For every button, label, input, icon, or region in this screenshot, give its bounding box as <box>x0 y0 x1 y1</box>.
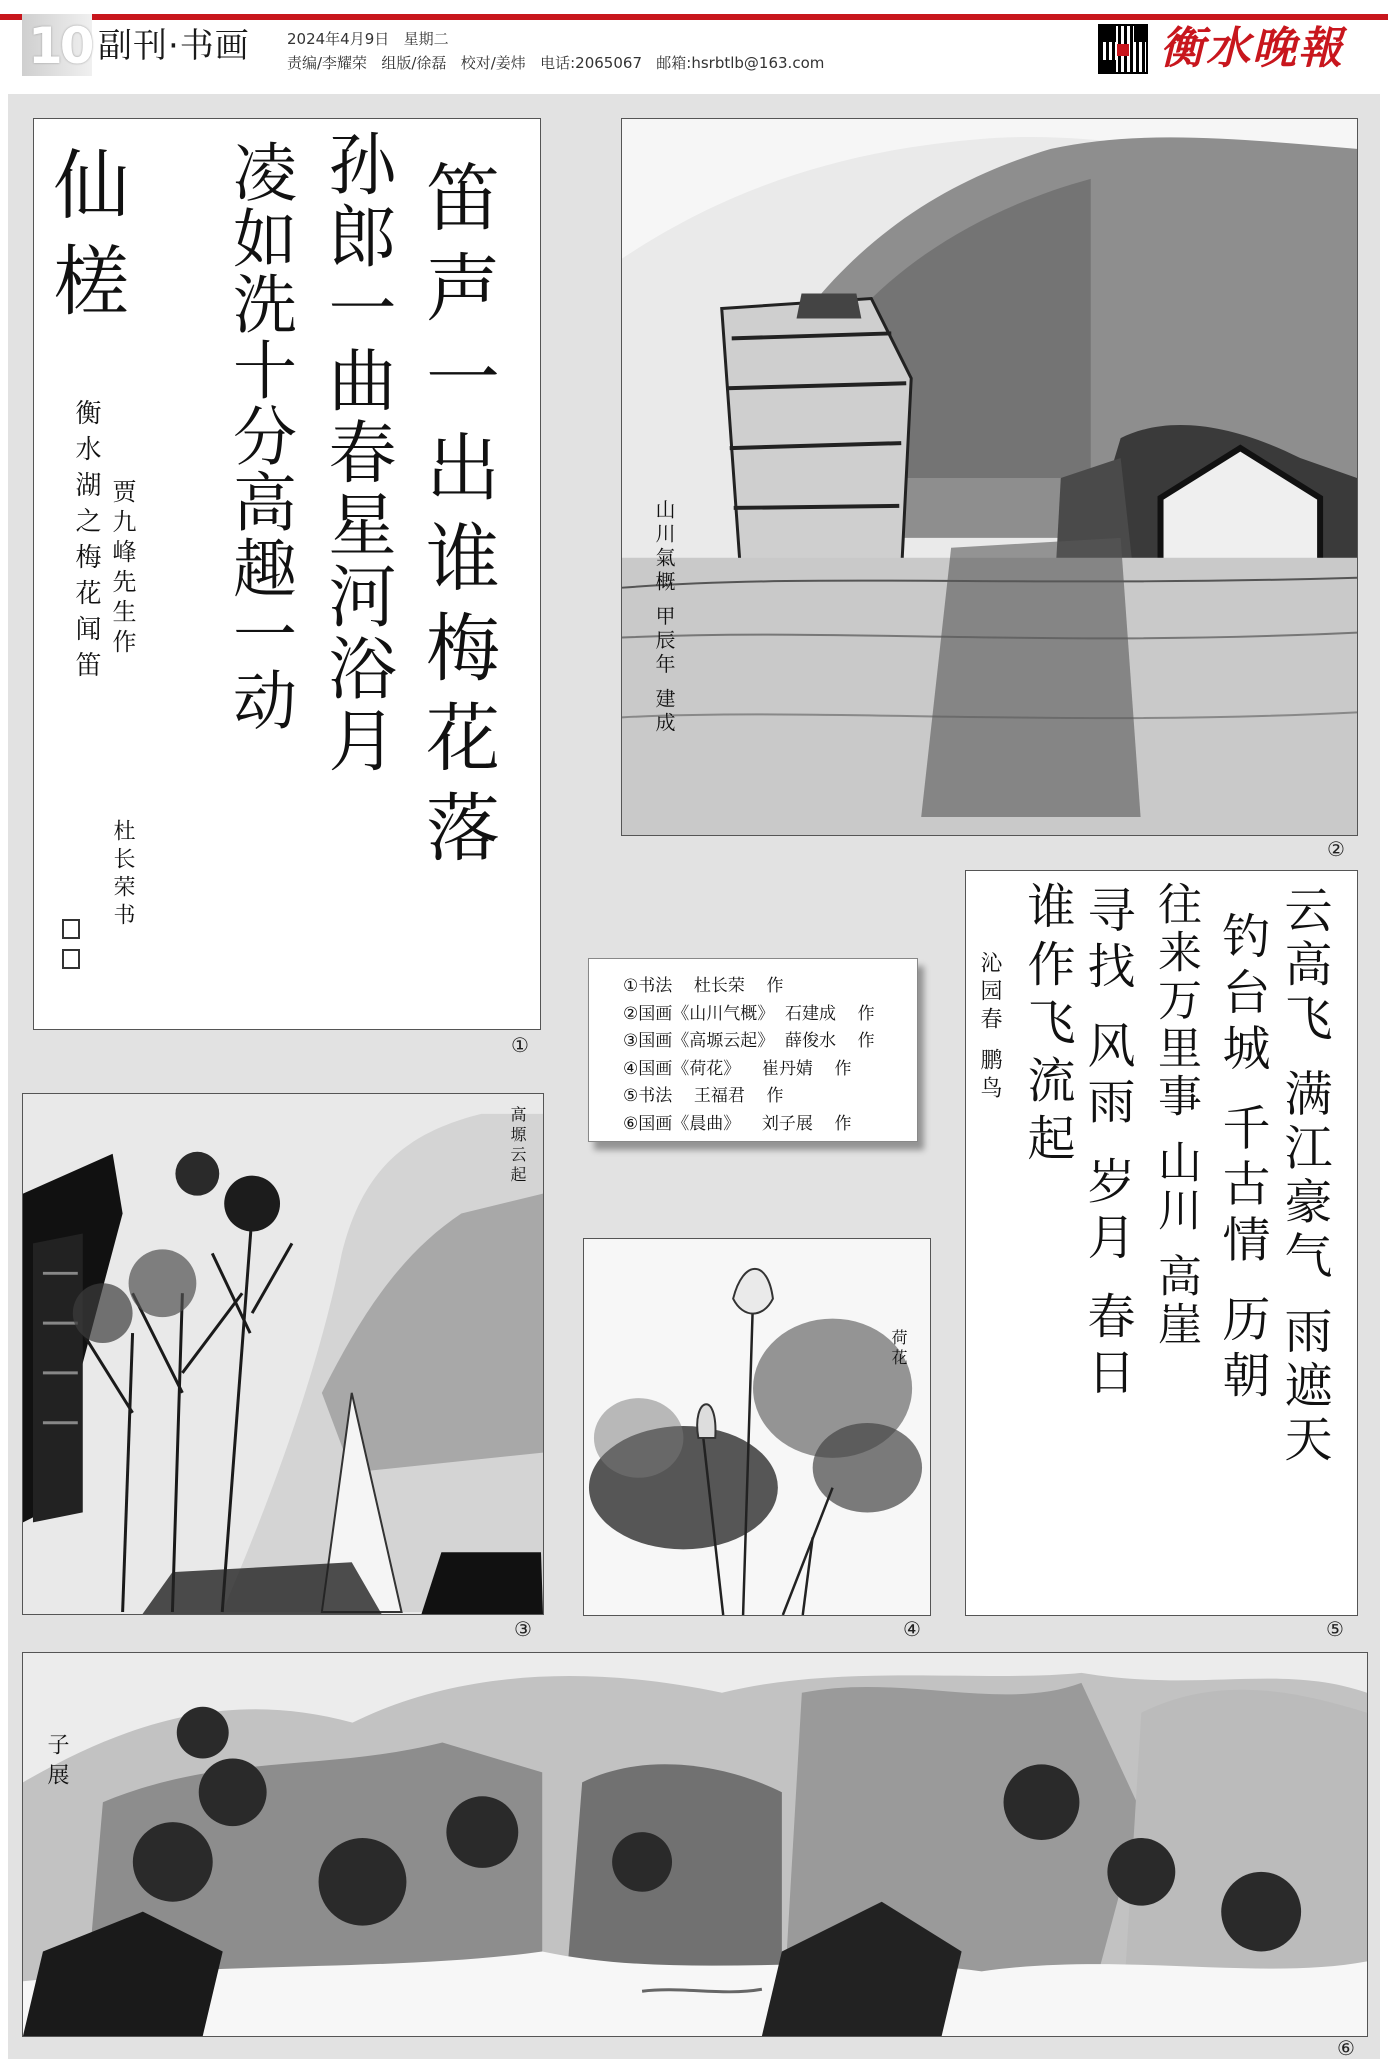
artwork-3-image <box>23 1094 543 1614</box>
artwork-4-number: ④ <box>903 1617 921 1641</box>
artwork-2-image <box>622 119 1357 835</box>
email-address: 邮箱:hsrbtlb@163.com <box>656 54 825 72</box>
artwork-1-number: ① <box>511 1033 529 1057</box>
meta-date-line <box>287 30 449 48</box>
callig-1-col2: 孙郎一曲春星河浴月 <box>317 129 396 777</box>
artwork-3-painting[interactable] <box>22 1093 544 1615</box>
artwork-2-painting[interactable] <box>621 118 1358 836</box>
caption-line: ③国画《高塬云起》 薛俊水 作 <box>623 1031 875 1051</box>
caption-box <box>588 958 918 1142</box>
callig-1-col3: 凌如洗十分高趣一动 <box>222 139 296 733</box>
newspaper-masthead: 衡水晚報 <box>1160 23 1344 74</box>
callig-5-col1: 云高飞 满江豪气 雨遮天 <box>1276 885 1332 1468</box>
callig-1-col6: 衡水湖之梅花闻笛 <box>71 399 101 687</box>
issue-date: 2024年4月9日 <box>287 30 390 48</box>
caption-line: ④国画《荷花》 崔丹婧 作 <box>623 1058 852 1079</box>
artwork-4-inscription: 荷花 <box>889 1329 908 1369</box>
callig-5-col3: 往来万里事 山川 高崖 <box>1150 881 1201 1349</box>
page-number: 10 <box>28 17 92 75</box>
artwork-2-inscription: 山川氣概 甲辰年 建成 <box>652 499 676 736</box>
callig-1-signature: 杜长荣书 <box>110 819 135 931</box>
artwork-4-image <box>584 1239 930 1615</box>
callig-5-col5: 谁作飞流起 <box>1019 881 1075 1171</box>
phone-number: 电话:2065067 <box>540 54 642 72</box>
artwork-6-painting[interactable] <box>22 1652 1368 2037</box>
callig-1-col4: 仙槎 <box>41 145 130 337</box>
seal-stamp <box>62 919 80 939</box>
caption-line: ⑥国画《晨曲》 刘子展 作 <box>623 1113 852 1134</box>
caption-line: ①书法 杜长荣 作 <box>623 976 784 996</box>
editor-credit: 责编/李耀荣 <box>287 54 368 72</box>
artwork-3-number: ③ <box>514 1617 532 1641</box>
section-title: 副刊·书画 <box>98 26 250 66</box>
caption-line: ⑤书法 王福君 作 <box>623 1086 784 1106</box>
callig-1-col5: 贾九峰先生作 <box>108 479 136 659</box>
callig-1-col1: 笛声一出谁梅花落 <box>414 159 500 879</box>
proof-credit: 校对/姜炜 <box>460 54 526 72</box>
artwork-2-number: ② <box>1327 837 1345 861</box>
callig-5-col4: 寻找 风雨 岁月 春日 <box>1079 885 1135 1403</box>
meta-staff-line <box>287 54 824 72</box>
issue-weekday: 星期二 <box>403 30 449 48</box>
qr-code-logo <box>1117 44 1129 56</box>
layout-credit: 组版/徐磊 <box>381 54 447 72</box>
artwork-6-number: ⑥ <box>1337 2036 1355 2060</box>
artwork-4-painting[interactable] <box>583 1238 931 1616</box>
seal-stamp <box>62 949 80 969</box>
artwork-5-calligraphy[interactable] <box>965 870 1358 1616</box>
artwork-5-number: ⑤ <box>1326 1617 1344 1641</box>
artwork-1-calligraphy[interactable] <box>33 118 541 1030</box>
artwork-6-inscription: 子展 <box>44 1733 69 1793</box>
caption-line: ②国画《山川气概》 石建成 作 <box>623 1003 875 1024</box>
artwork-3-inscription: 高塬云起 <box>508 1106 527 1186</box>
callig-5-col2: 钓台城 千古情 历朝 <box>1214 911 1270 1406</box>
artwork-6-image <box>23 1653 1367 2036</box>
callig-5-side: 沁园春 鹏鸟 <box>977 951 1002 1104</box>
